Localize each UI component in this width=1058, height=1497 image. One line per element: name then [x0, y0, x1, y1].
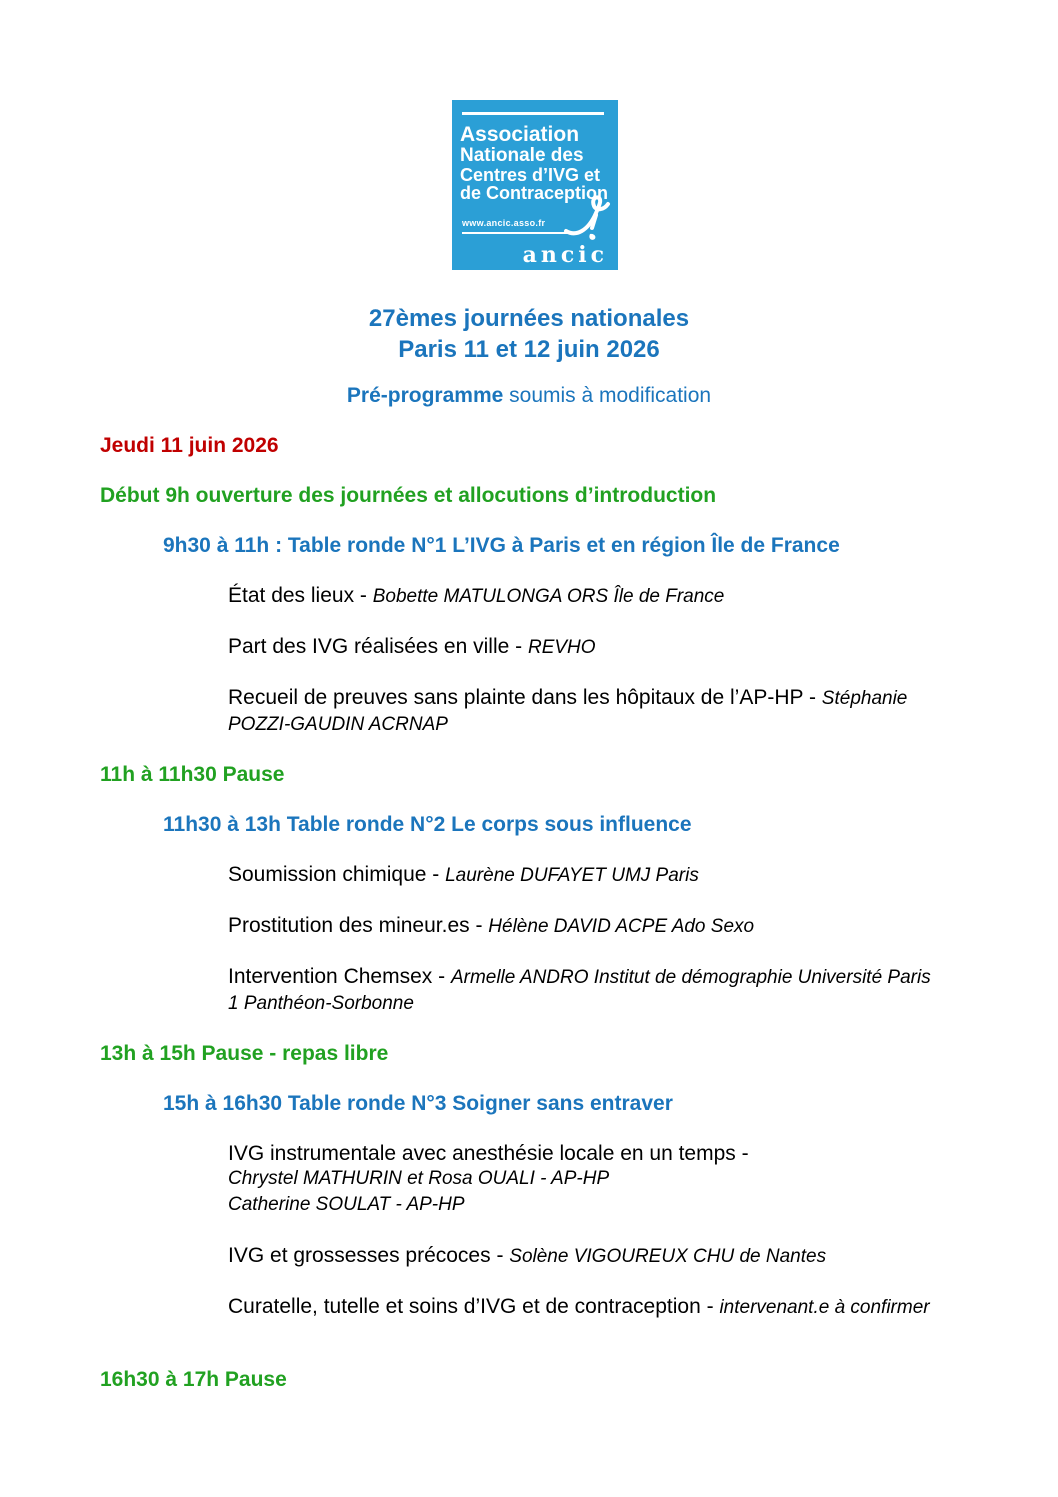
title-line-2: Paris 11 et 12 juin 2026 [398, 336, 660, 363]
session-item [228, 1243, 938, 1269]
pause-final-heading: 16h30 à 17h Pause [100, 1368, 287, 1391]
session-title: Soumission chimique - [228, 863, 446, 886]
logo-name [460, 124, 610, 203]
session-title: Part des IVG réalisées en ville - [228, 635, 528, 658]
logo-name-line: Centres d’IVG et [460, 164, 601, 185]
session-item [228, 583, 938, 609]
session-speaker: REVHO [527, 637, 596, 658]
logo-name-line: de Contraception [460, 183, 609, 204]
logo-top-rule [462, 112, 604, 115]
session-item [228, 634, 938, 660]
session-speaker: Armelle ANDRO Institut de démographie Université Paris 1 Panthéon-Sorbonne [228, 967, 931, 1014]
session-item [228, 1294, 938, 1320]
logo-acronym: ancic [522, 242, 608, 268]
session-title: Intervention Chemsex - [228, 965, 451, 988]
session-title: IVG et grossesses précoces - [228, 1244, 510, 1267]
session-speaker: Bobette MATULONGA ORS Île de France [372, 586, 725, 607]
session-item [228, 964, 938, 1016]
session-speaker: Solène VIGOUREUX CHU de Nantes [509, 1246, 827, 1267]
session-speaker: Hélène DAVID ACPE Ado Sexo [488, 916, 755, 937]
session-item [228, 685, 938, 737]
subtitle-rest: soumis à modification [503, 384, 712, 407]
session-title: Recueil de preuves sans plainte dans les hôpitaux de l’AP-HP - [228, 686, 822, 709]
logo-name-line: Nationale des [460, 144, 584, 166]
session-item [228, 862, 938, 888]
table-ronde-3-heading: 15h à 16h30 Table ronde N°3 Soigner sans entraver [163, 1092, 673, 1115]
page-title [0, 303, 1058, 365]
session-speaker: Stéphanie POZZI-GAUDIN ACRNAP [228, 688, 908, 735]
subtitle [0, 384, 1058, 408]
session-title: Prostitution des mineur.es - [228, 914, 489, 937]
logo-website: www.ancic.asso.fr [462, 218, 572, 234]
pause-lunch-heading: 13h à 15h Pause - repas libre [100, 1042, 389, 1065]
subtitle-bold: Pré-programme [346, 384, 504, 407]
title-line-1: 27èmes journées nationales [368, 305, 690, 332]
logo-name-line: Association [460, 123, 580, 146]
session-speaker: Laurène DUFAYET UMJ Paris [445, 865, 699, 886]
ancic-logo [452, 100, 618, 270]
ancic-swash-icon [562, 195, 612, 246]
session-speaker: Chrystel MATHURIN et Rosa OUALI - AP-HP [228, 1168, 610, 1189]
session-item [228, 1141, 938, 1218]
session-speaker: Catherine SOULAT - AP-HP [228, 1194, 465, 1215]
day-heading: Jeudi 11 juin 2026 [100, 434, 279, 457]
session-title: Curatelle, tutelle et soins d’IVG et de contraception - [228, 1295, 720, 1318]
session-title: État des lieux - [228, 584, 373, 607]
table-ronde-2-heading: 11h30 à 13h Table ronde N°2 Le corps sous influence [163, 813, 692, 836]
session-speaker: intervenant.e à confirmer [719, 1297, 930, 1318]
pause-heading: 11h à 11h30 Pause [100, 763, 285, 786]
table-ronde-1-heading: 9h30 à 11h : Table ronde N°1 L’IVG à Paris et en région Île de France [163, 534, 840, 557]
session-title: IVG instrumentale avec anesthésie locale en un temps - [228, 1142, 749, 1165]
opening-heading: Début 9h ouverture des journées et allocutions d’introduction [100, 484, 717, 507]
program-body [100, 433, 970, 1417]
session-item [228, 913, 938, 939]
